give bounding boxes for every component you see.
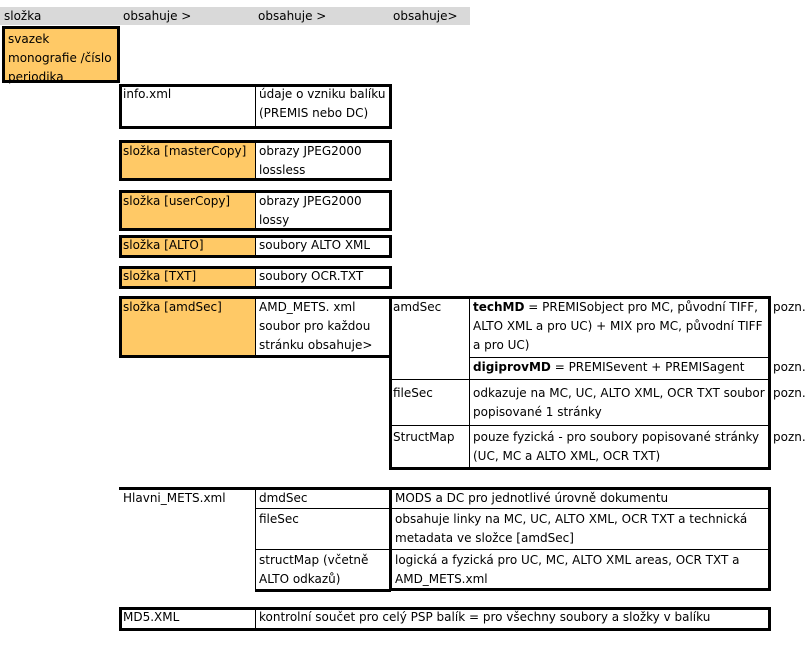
hlavni-filesec-desc: obsahuje linky na MC, UC, ALTO XML, OCR TXT a technická metadata ve složce [amdSec]	[395, 512, 748, 545]
hlavni-structmap-desc: logická a fyzická pro UC, MC, ALTO XML areas, OCR TXT a AMD_METS.xml	[395, 553, 740, 586]
info-desc: údaje o vzniku balíku (PREMIS nebo DC)	[259, 87, 386, 120]
hlavni-structmap-label: structMap (včetně ALTO odkazů)	[259, 553, 369, 586]
user-name: složka [userCopy]	[123, 194, 231, 208]
header-col-3: obsahuje >	[258, 9, 327, 23]
master-desc: obrazy JPEG2000 lossless	[259, 144, 362, 177]
pozn-4: pozn.	[773, 430, 806, 444]
pozn-2: pozn.	[773, 360, 806, 374]
pozn-1: pozn.	[773, 300, 806, 314]
structmap-desc: pouze fyzická - pro soubory popisované stránky (UC, MC a ALTO XML, OCR TXT)	[473, 430, 760, 463]
txt-desc: soubory OCR.TXT	[259, 269, 364, 283]
hlavni-filesec-label: fileSec	[259, 512, 299, 526]
amd-name: složka [amdSec]	[123, 300, 222, 314]
hlavni-dmdsec-desc: MODS a DC pro jednotlivé úrovně dokumentu	[395, 491, 669, 505]
md5-desc: kontrolní součet pro celý PSP balík = pro všechny soubory a složky v balíku	[259, 610, 711, 624]
header-col-1: složka	[4, 9, 42, 23]
header-col-2: obsahuje >	[123, 9, 192, 23]
user-desc: obrazy JPEG2000 lossy	[259, 194, 362, 227]
techmd-text: = PREMISobject pro MC, původní TIFF, ALTO XML a pro UC) + MIX pro MC, původní TIFF a pro UC)	[473, 300, 763, 352]
root-box	[2, 26, 120, 83]
hlavni-name: Hlavni_METS.xml	[123, 491, 226, 505]
header-row	[0, 7, 470, 25]
digiprovmd-label: digiprovMD	[473, 360, 551, 374]
hlavni-dmdsec-label: dmdSec	[259, 491, 308, 505]
root-label: svazek monografie /číslo periodika	[8, 32, 112, 84]
md5-name: MD5.XML	[123, 610, 180, 624]
txt-name: složka [TXT]	[123, 269, 197, 283]
filesec-desc: odkazuje na MC, UC, ALTO XML, OCR TXT soubor popisované 1 stránky	[473, 386, 765, 419]
techmd-label: techMD	[473, 300, 525, 314]
pozn-3: pozn.	[773, 386, 806, 400]
digiprovmd-text: = PREMISevent + PREMISagent	[550, 360, 745, 374]
filesec-label: fileSec	[393, 386, 433, 400]
amdsec-label: amdSec	[393, 300, 442, 314]
structmap-label: StructMap	[393, 430, 455, 444]
alto-desc: soubory ALTO XML	[259, 238, 371, 252]
info-name: info.xml	[123, 87, 172, 101]
header-col-4: obsahuje>	[393, 9, 458, 23]
techmd-desc	[470, 298, 768, 355]
amd-desc: AMD_METS. xml soubor pro každou stránku obsahuje>	[259, 300, 373, 352]
alto-name: složka [ALTO]	[123, 238, 204, 252]
master-name: složka [masterCopy]	[123, 144, 247, 158]
digiprovmd-desc	[470, 358, 768, 377]
